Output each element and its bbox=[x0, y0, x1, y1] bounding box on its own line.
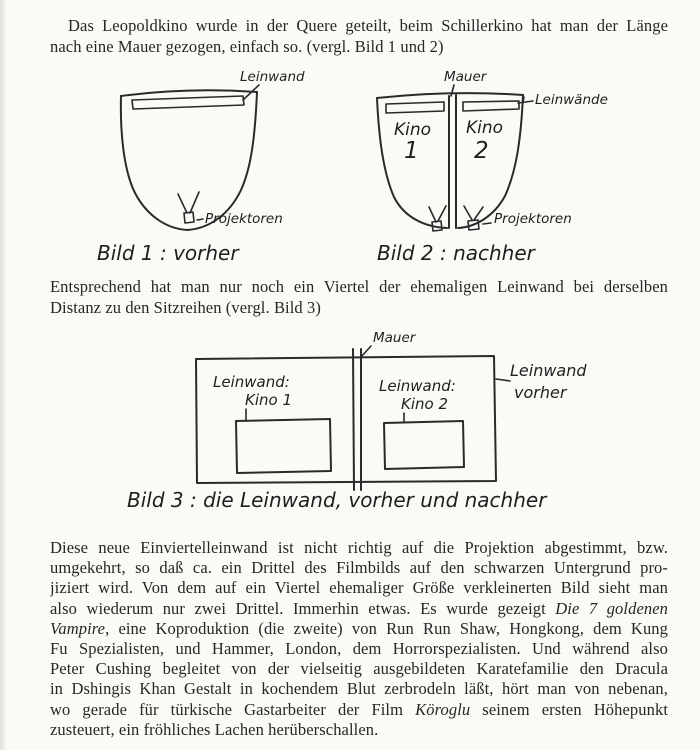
paragraph-line: Diese neue Einviertelleinwand ist nicht richtig auf die Projektion abgestimmt, bzw. bbox=[50, 538, 668, 557]
paragraph-line: in Dshingis Khan Gestalt in kochendem Blut zerbrodeln läßt, hört man von nebenan, bbox=[50, 679, 668, 699]
fig1-hall-top-edge bbox=[121, 90, 257, 96]
fig1-leinwand-label: Leinwand bbox=[240, 69, 305, 85]
paragraph-line bbox=[50, 619, 668, 639]
fig1-projektoren-label: Projektoren bbox=[205, 211, 283, 227]
fig3-mauer-label: Mauer bbox=[373, 330, 416, 346]
fig2-kino1-label: Kino bbox=[394, 120, 432, 140]
paragraph-line: nach eine Mauer gezogen, einfach so. (vergl. Bild 1 und 2) bbox=[50, 36, 444, 56]
fig2-screen-bar-right bbox=[463, 101, 519, 111]
fig2-projektoren-dash bbox=[483, 223, 491, 224]
text-segment: also wiederum nur zwei Drittel. Immerhin etwas. Es wurde gezeigt bbox=[50, 598, 556, 618]
paragraph-line: Distanz zu den Sitzreihen (vergl. Bild 3) bbox=[50, 297, 321, 317]
fig2-screen-bar-left bbox=[386, 102, 444, 113]
fig2-beam-right-b bbox=[474, 207, 483, 220]
fig3-old-screen-label-line1: Leinwand bbox=[510, 361, 587, 380]
fig3-wall-line-left bbox=[353, 349, 354, 490]
fig2-projektoren-label: Projektoren bbox=[494, 211, 572, 227]
fig2-hall-top-edge bbox=[377, 93, 523, 98]
paragraph-line: Entsprechend hat man nur noch ein Viertel der ehemaligen Leinwand bei derselben bbox=[50, 277, 668, 296]
text-segment: seinem ersten Höhepunkt bbox=[470, 699, 668, 719]
fig1-projektoren-dash bbox=[197, 219, 203, 220]
paragraph-line bbox=[50, 599, 668, 619]
paragraph-line: Peter Cushing begleitet von der vielseitig ausgebildeten Karatefamilie den Dracula bbox=[50, 659, 668, 679]
paragraph-1 bbox=[50, 16, 668, 57]
paragraph-2 bbox=[50, 277, 668, 318]
fig1-leinwand-pointer bbox=[243, 85, 259, 100]
fig1-beam-left bbox=[178, 194, 187, 213]
film-title-segment: Vampire bbox=[50, 618, 106, 638]
fig1-caption: Bild 1 : vorher bbox=[97, 241, 239, 265]
fig2-mauer-label: Mauer bbox=[444, 69, 487, 85]
fig2-beam-right-a bbox=[464, 206, 472, 220]
fig2-kino1-number: 1 bbox=[404, 138, 419, 164]
fig3-old-screen-label-line2: vorher bbox=[514, 383, 567, 402]
fig1-projector-box bbox=[184, 212, 194, 223]
fig3-new-screen-rect-left bbox=[236, 419, 331, 473]
fig2-caption: Bild 2 : nachher bbox=[377, 241, 535, 265]
fig2-projector-box-right bbox=[468, 220, 479, 230]
fig2-hall-right-side bbox=[458, 95, 523, 228]
fig3-screen2-label-line2: Kino 2 bbox=[401, 395, 448, 413]
film-title-segment: Die 7 goldenen bbox=[555, 598, 668, 618]
fig1-screen-bar bbox=[132, 96, 244, 109]
paragraph-3 bbox=[50, 538, 668, 740]
paragraph-line: zusteuert, ein fröhliches Lachen herüberschallen. bbox=[50, 719, 379, 739]
fig3-screen1-label-line1: Leinwand: bbox=[213, 373, 290, 391]
paragraph-line: Das Leopoldkino wurde in der Quere geteilt, beim Schillerkino hat man der Länge bbox=[68, 16, 668, 35]
paragraph-line: umgekehrt, so daß ca. ein Drittel des Filmbilds auf den schwarzen Untergrund pro- bbox=[50, 558, 668, 578]
fig1-beam-right bbox=[190, 192, 199, 213]
fig2-mauer-pointer bbox=[451, 85, 454, 96]
fig1-hall-outline bbox=[121, 92, 257, 230]
paragraph-line: jiziert wird. Von dem auf ein Viertel ehemaliger Größe verkleinerten Bild sieht man bbox=[50, 578, 668, 598]
fig3-vorher-pointer bbox=[496, 379, 510, 381]
fig2-leinwaende-label: Leinwände bbox=[535, 92, 608, 108]
text-segment: wo gerade für türkische Gastarbeiter der Film bbox=[50, 699, 416, 719]
fig2-beam-left-b bbox=[438, 206, 446, 221]
scan-edge-shadow bbox=[0, 0, 7, 750]
fig2-leinwaende-tick bbox=[522, 97, 524, 107]
fig3-caption: Bild 3 : die Leinwand, vorher und nachher bbox=[127, 488, 547, 512]
paragraph-line bbox=[50, 700, 668, 720]
fig2-kino2-label: Kino bbox=[466, 118, 504, 138]
fig2-beam-left-a bbox=[429, 207, 436, 222]
fig3-screen1-label-line2: Kino 1 bbox=[245, 391, 292, 409]
fig2-kino2-number: 2 bbox=[474, 138, 489, 164]
fig2-projector-box-left bbox=[432, 221, 442, 231]
fig3-screen2-label-line1: Leinwand: bbox=[379, 377, 456, 395]
fig2-leinwaende-pointer bbox=[518, 101, 533, 103]
text-segment: , eine Koproduktion (die zweite) von Run Run Shaw, Hongkong, dem Kung bbox=[105, 618, 668, 638]
paragraph-line: Fu Spezialisten, und Hammer, London, dem Horrorspezialisten. Und während also bbox=[50, 638, 668, 658]
film-title-segment: Köroglu bbox=[415, 699, 471, 719]
fig3-new-screen-rect-right bbox=[384, 421, 464, 469]
fig3-mauer-pointer bbox=[361, 346, 371, 357]
